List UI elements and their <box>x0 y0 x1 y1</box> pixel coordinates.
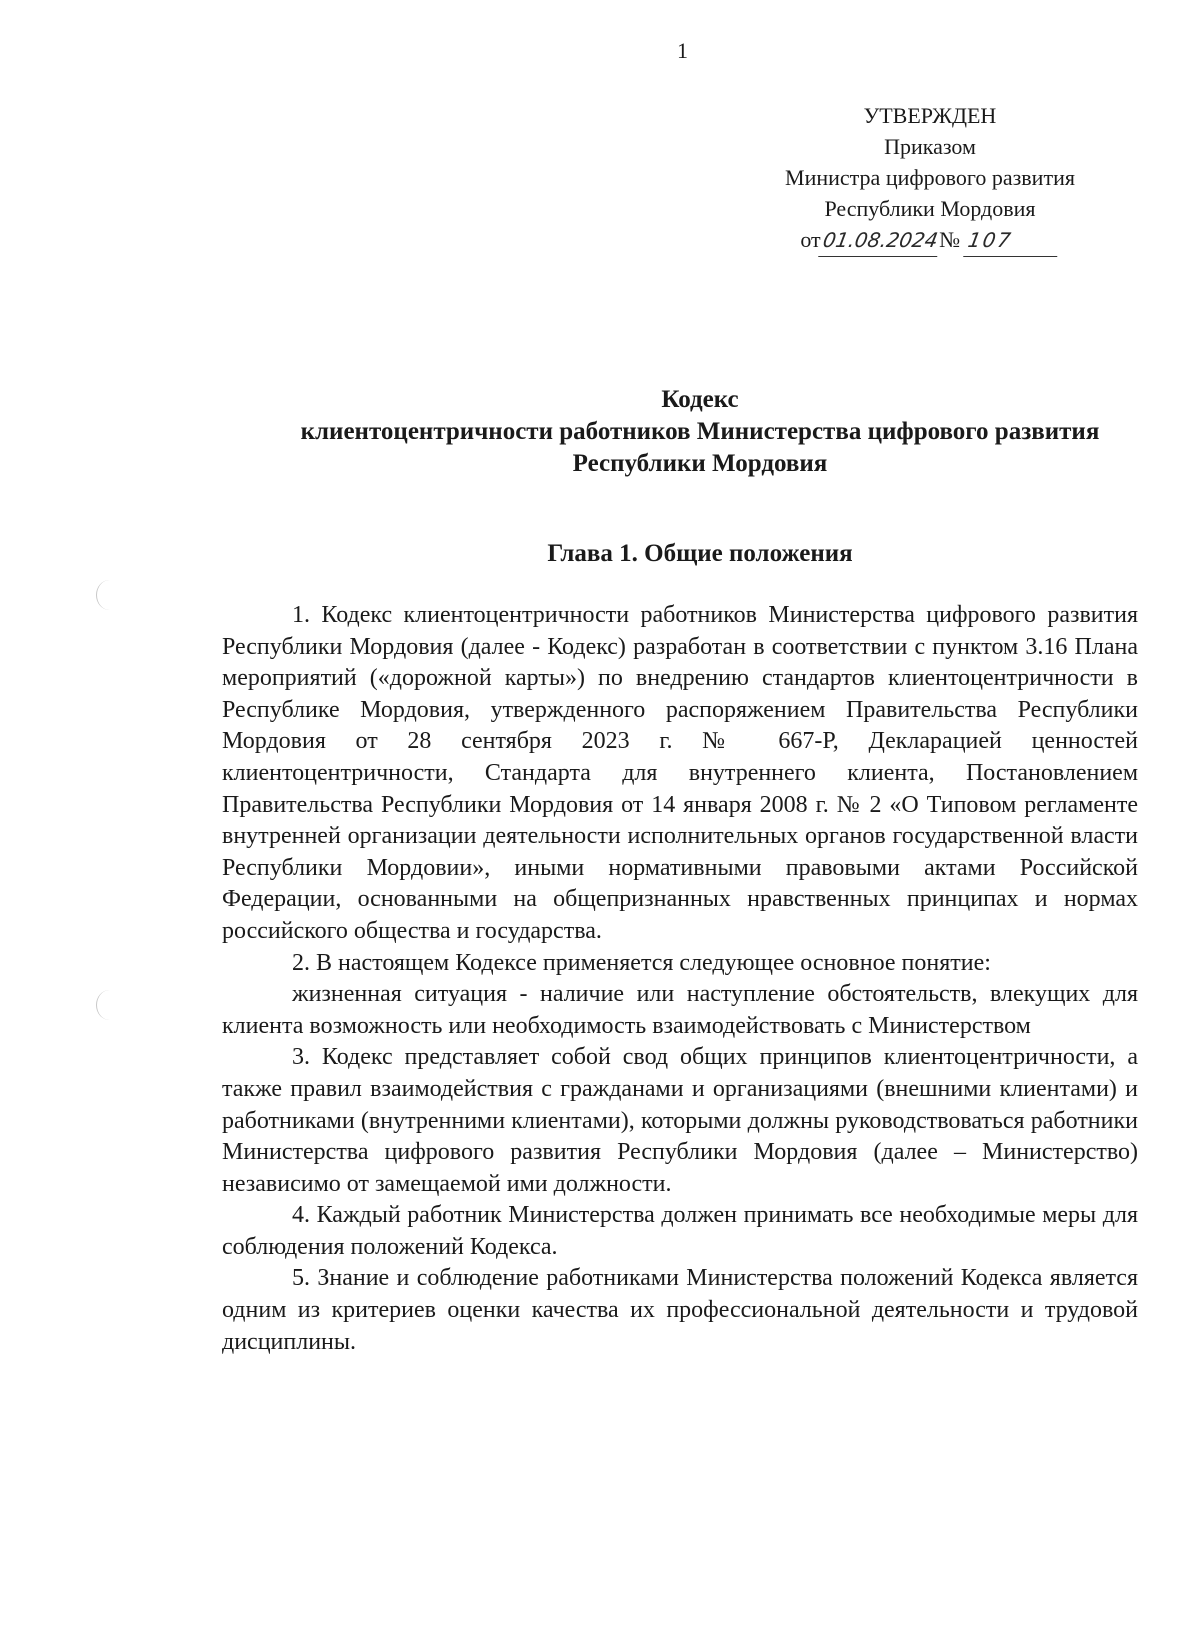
document-title-line3: Республики Мордовия <box>572 450 828 477</box>
page-number: 1 <box>677 38 688 63</box>
document-title-line1: Кодекс <box>661 386 739 413</box>
chapter-heading: Глава 1. Общие положения <box>547 540 853 567</box>
paragraph-2: 2. В настоящем Кодексе применяется следующее основное понятие: <box>292 949 991 976</box>
approval-number-handwritten: 107 <box>963 225 1063 257</box>
approval-number-prefix: № <box>939 227 961 252</box>
document-title-line2: клиентоцентричности работников Министерства цифрового развития <box>300 418 1100 445</box>
paragraph-3: 3. Кодекс представляет собой свод общих принципов клиентоцентричности, а также правил взаимодействия с гражданами и организациями (внешними клиентами) и работниками (внутренними клиентами), которыми должны руководствоваться работники Министерства цифрового развития Республики Мордовия (далее – Министерство) независимо от замещаемой ими должности. <box>222 1044 1138 1197</box>
approval-status: УТВЕРЖДЕН <box>863 103 997 128</box>
paragraph-4: 4. Каждый работник Министерства должен принимать все необходимые меры для соблюдения положений Кодекса. <box>222 1202 1138 1260</box>
paragraph-definition: жизненная ситуация - наличие или наступление обстоятельств, влекущих для клиента возможность или необходимость взаимодействовать с Министерством <box>222 981 1138 1039</box>
approval-authority-line1: Министра цифрового развития <box>785 165 1075 190</box>
approval-order-line <box>700 224 1160 257</box>
approval-date-handwritten: 01.08.2024 <box>818 225 942 257</box>
approval-by: Приказом <box>884 134 976 159</box>
document-title <box>200 384 1200 480</box>
paragraph-5: 5. Знание и соблюдение работниками Министерства положений Кодекса является одним из критериев оценки качества их профессиональной деятельности и трудовой дисциплины. <box>222 1265 1138 1355</box>
punch-hole-mark <box>96 580 123 610</box>
approval-date-prefix: от <box>800 227 821 252</box>
paragraph-1: 1. Кодекс клиентоцентричности работников Министерства цифрового развития Республики Мордовия (далее - Кодекс) разработан в соответствии с пунктом 3.16 Плана мероприятий («дорожной карты») по внедрению стандартов клиентоцентричности в Республике Мордовия, утвержденного распоряжением Правительства Республики Мордовия от 28 сентября 2023 г. № 667-Р, Декларацией ценностей клиентоцентричности, Стандарта для внутреннего клиента, Постановлением Правительства Республики Мордовия от 14 января 2008 г. № 2 «О Типовом регламенте внутренней организации деятельности исполнительных органов государственной власти Республики Мордовии», иными нормативными правовыми актами Российской Федерации, основанными на общепризнанных нравственных принципах и нормах российского общества и государства. <box>222 602 1138 944</box>
punch-hole-mark <box>96 990 123 1020</box>
approval-stamp <box>700 100 1160 257</box>
document-body <box>222 600 1138 1358</box>
approval-authority-line2: Республики Мордовия <box>824 196 1036 221</box>
